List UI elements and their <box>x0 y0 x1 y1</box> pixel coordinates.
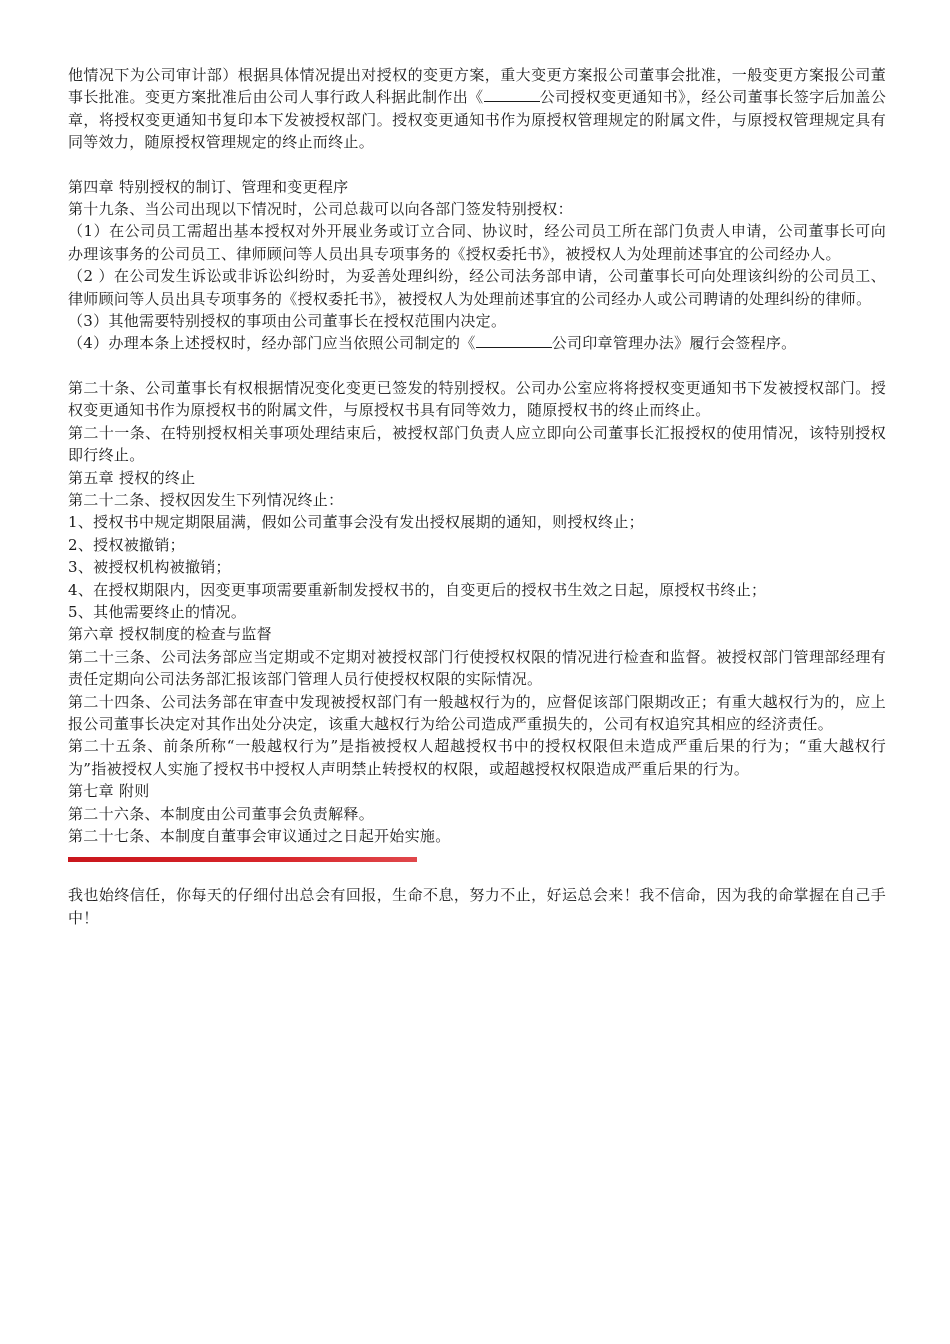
article-23: 第二十三条、公司法务部应当定期或不定期对被授权部门行使授权权限的情况进行检查和监督。被授权部门管理部经理有责任定期向公司法务部汇报该部门管理人员行使授权权限的实际情况。 <box>68 647 886 689</box>
chapter-heading-6: 第六章 授权制度的检查与监督 <box>68 625 272 644</box>
article-19-item-1: （1）在公司员工需超出基本授权对外开展业务或订立合同、协议时，经公司员工所在部门负责人申请，公司董事长可向办理该事务的公司员工、律师顾问等人员出具专项事务的《授权委托书》，被授权人为处理前述事宜的公司经办人。 <box>68 222 886 263</box>
text-segment: （4）办理本条上述授权时，经办部门应当依照公司制定的《 <box>68 334 476 353</box>
document-body <box>68 64 886 929</box>
closing-motto: 我也始终信任，你每天的仔细付出总会有回报，生命不息，努力不止，好运总会来！我不信命，因为我的命掌握在自己手中！ <box>68 886 886 927</box>
article-21: 第二十一条、在特别授权相关事项处理结束后，被授权部门负责人应立即向公司董事长汇报授权的使用情况，该特别授权即行终止。 <box>68 423 886 465</box>
article-19-item-4 <box>68 332 886 354</box>
article-20: 第二十条、公司董事长有权根据情况变化变更已签发的特别授权。公司办公室应将将授权变更通知书下发被授权部门。授权变更通知书作为原授权书的附属文件，与原授权书具有同等效力，随原授权书的终止而终止。 <box>68 378 886 420</box>
article-19: 第十九条、当公司出现以下情况时，公司总裁可以向各部门签发特别授权： <box>68 200 573 219</box>
chapter-heading-4: 第四章 特别授权的制订、管理和变更程序 <box>68 177 349 196</box>
article-25: 第二十五条、前条所称“一般越权行为”是指被授权人超越授权书中的授权权限但未造成严重后果的行为；“重大越权行为”指被授权人实施了授权书中授权人声明禁止转授权的权限，或超越授权权限造成严重后果的行为。 <box>68 737 886 778</box>
red-divider-line <box>68 857 417 862</box>
article-27: 第二十七条、本制度自董事会审议通过之日起开始实施。 <box>68 827 451 845</box>
text-segment: 他情况下为公司审计部）根据具体情况提出对授权的变更方案，重大变更方案报公司董事会批准，一般变更方案报公司董事长批准。变更方案批准后由公司人事行政人科据此制作出《 <box>68 66 886 107</box>
paragraph-amendment-procedure <box>68 64 886 154</box>
article-22-item-3: 3、被授权机构被撤销； <box>68 558 231 577</box>
article-24: 第二十四条、公司法务部在审查中发现被授权部门有一般越权行为的，应督促该部门限期改正；有重大越权行为的，应上报公司董事长决定对其作出处分决定，该重大越权行为给公司造成严重损失的，公司有权追究其相应的经济责任。 <box>68 692 886 733</box>
article-19-item-2: （2 ）在公司发生诉讼或非诉讼纠纷时，为妥善处理纠纷，经公司法务部申请，公司董事长可向处理该纠纷的公司员工、律师顾问等人员出具专项事务的《授权委托书》，被授权人为处理前述事宜的公司经办人或公司聘请的处理纠纷的律师。 <box>68 267 886 308</box>
article-22-item-5: 5、其他需要终止的情况。 <box>68 602 247 621</box>
spacer <box>68 154 886 176</box>
article-22: 第二十二条、授权因发生下列情况终止： <box>68 490 344 509</box>
article-22-item-1: 1、授权书中规定期限届满，假如公司董事会没有发出授权展期的通知，则授权终止； <box>68 513 644 532</box>
article-26: 第二十六条、本制度由公司董事会负责解释。 <box>68 804 375 823</box>
article-19-item-3: （3）其他需要特别授权的事项由公司董事长在授权范围内决定。 <box>68 312 507 331</box>
chapter-heading-7: 第七章 附则 <box>68 782 150 801</box>
article-22-item-4: 4、在授权期限内，因变更事项需要重新制发授权书的，自变更后的授权书生效之日起，原授权书终止； <box>68 580 767 599</box>
fill-in-blank <box>476 333 552 348</box>
article-22-item-2: 2、授权被撤销； <box>68 535 185 554</box>
fill-in-blank <box>484 87 540 102</box>
spacer <box>68 355 886 377</box>
text-segment: 公司印章管理办法》履行会签程序。 <box>551 334 797 353</box>
text-segment: 公司授权变更通知书》，经公司董事长签字后加盖公章，将授权变更通知书复印本下发被授权部门。授权变更通知书作为原授权管理规定的附属文件，与原授权管理规定具有同等效力，随原授权管理规定的终止而终止。 <box>68 88 886 152</box>
chapter-heading-5: 第五章 授权的终止 <box>68 468 196 487</box>
